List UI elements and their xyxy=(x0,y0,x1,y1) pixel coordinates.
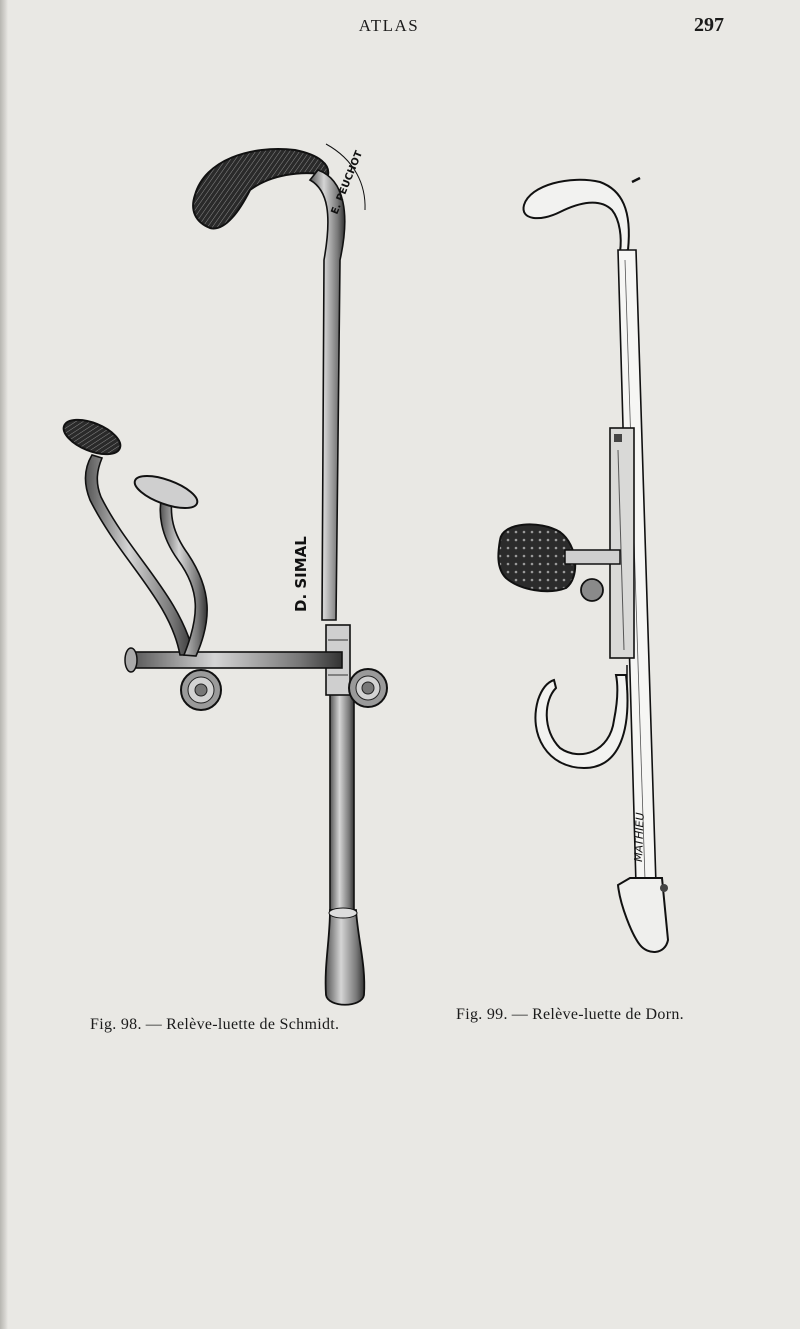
running-title: ATLAS xyxy=(358,16,420,35)
fig-98-caption xyxy=(90,1016,339,1034)
fig-98-dash: — xyxy=(145,1016,163,1033)
schmidt-shaft xyxy=(330,690,354,910)
dorn-hook xyxy=(535,675,627,768)
engraver-mark-peuchot: E. PEUCHOT xyxy=(329,149,366,217)
dorn-slider-plate xyxy=(610,428,634,658)
fig-99-caption xyxy=(456,1006,684,1024)
schmidt-cross-bar xyxy=(130,652,342,668)
schmidt-spoon-blade xyxy=(193,149,328,228)
dorn-tongue-plate xyxy=(498,524,575,591)
engraver-mark-simal: D. SIMAL xyxy=(292,536,310,612)
fig-99-title: Relève-luette de Dorn. xyxy=(532,1006,684,1023)
page-number: 297 xyxy=(694,14,724,36)
schmidt-neck xyxy=(310,170,345,620)
dorn-top-loop xyxy=(523,180,628,252)
fig-99-illustration xyxy=(498,178,668,952)
fig-98-illustration xyxy=(59,144,387,1005)
schmidt-pad-upper xyxy=(59,413,125,461)
dorn-screw xyxy=(581,579,603,601)
fig-99-dash: — xyxy=(511,1006,529,1023)
fig-99-number: Fig. 99. xyxy=(456,1006,508,1023)
fig-98-title: Relève-luette de Schmidt. xyxy=(166,1016,340,1033)
fig-98-number: Fig. 98. xyxy=(90,1016,142,1033)
engraver-mark-mathieu: MATHIEU xyxy=(632,812,647,863)
schmidt-handle xyxy=(326,910,365,1005)
